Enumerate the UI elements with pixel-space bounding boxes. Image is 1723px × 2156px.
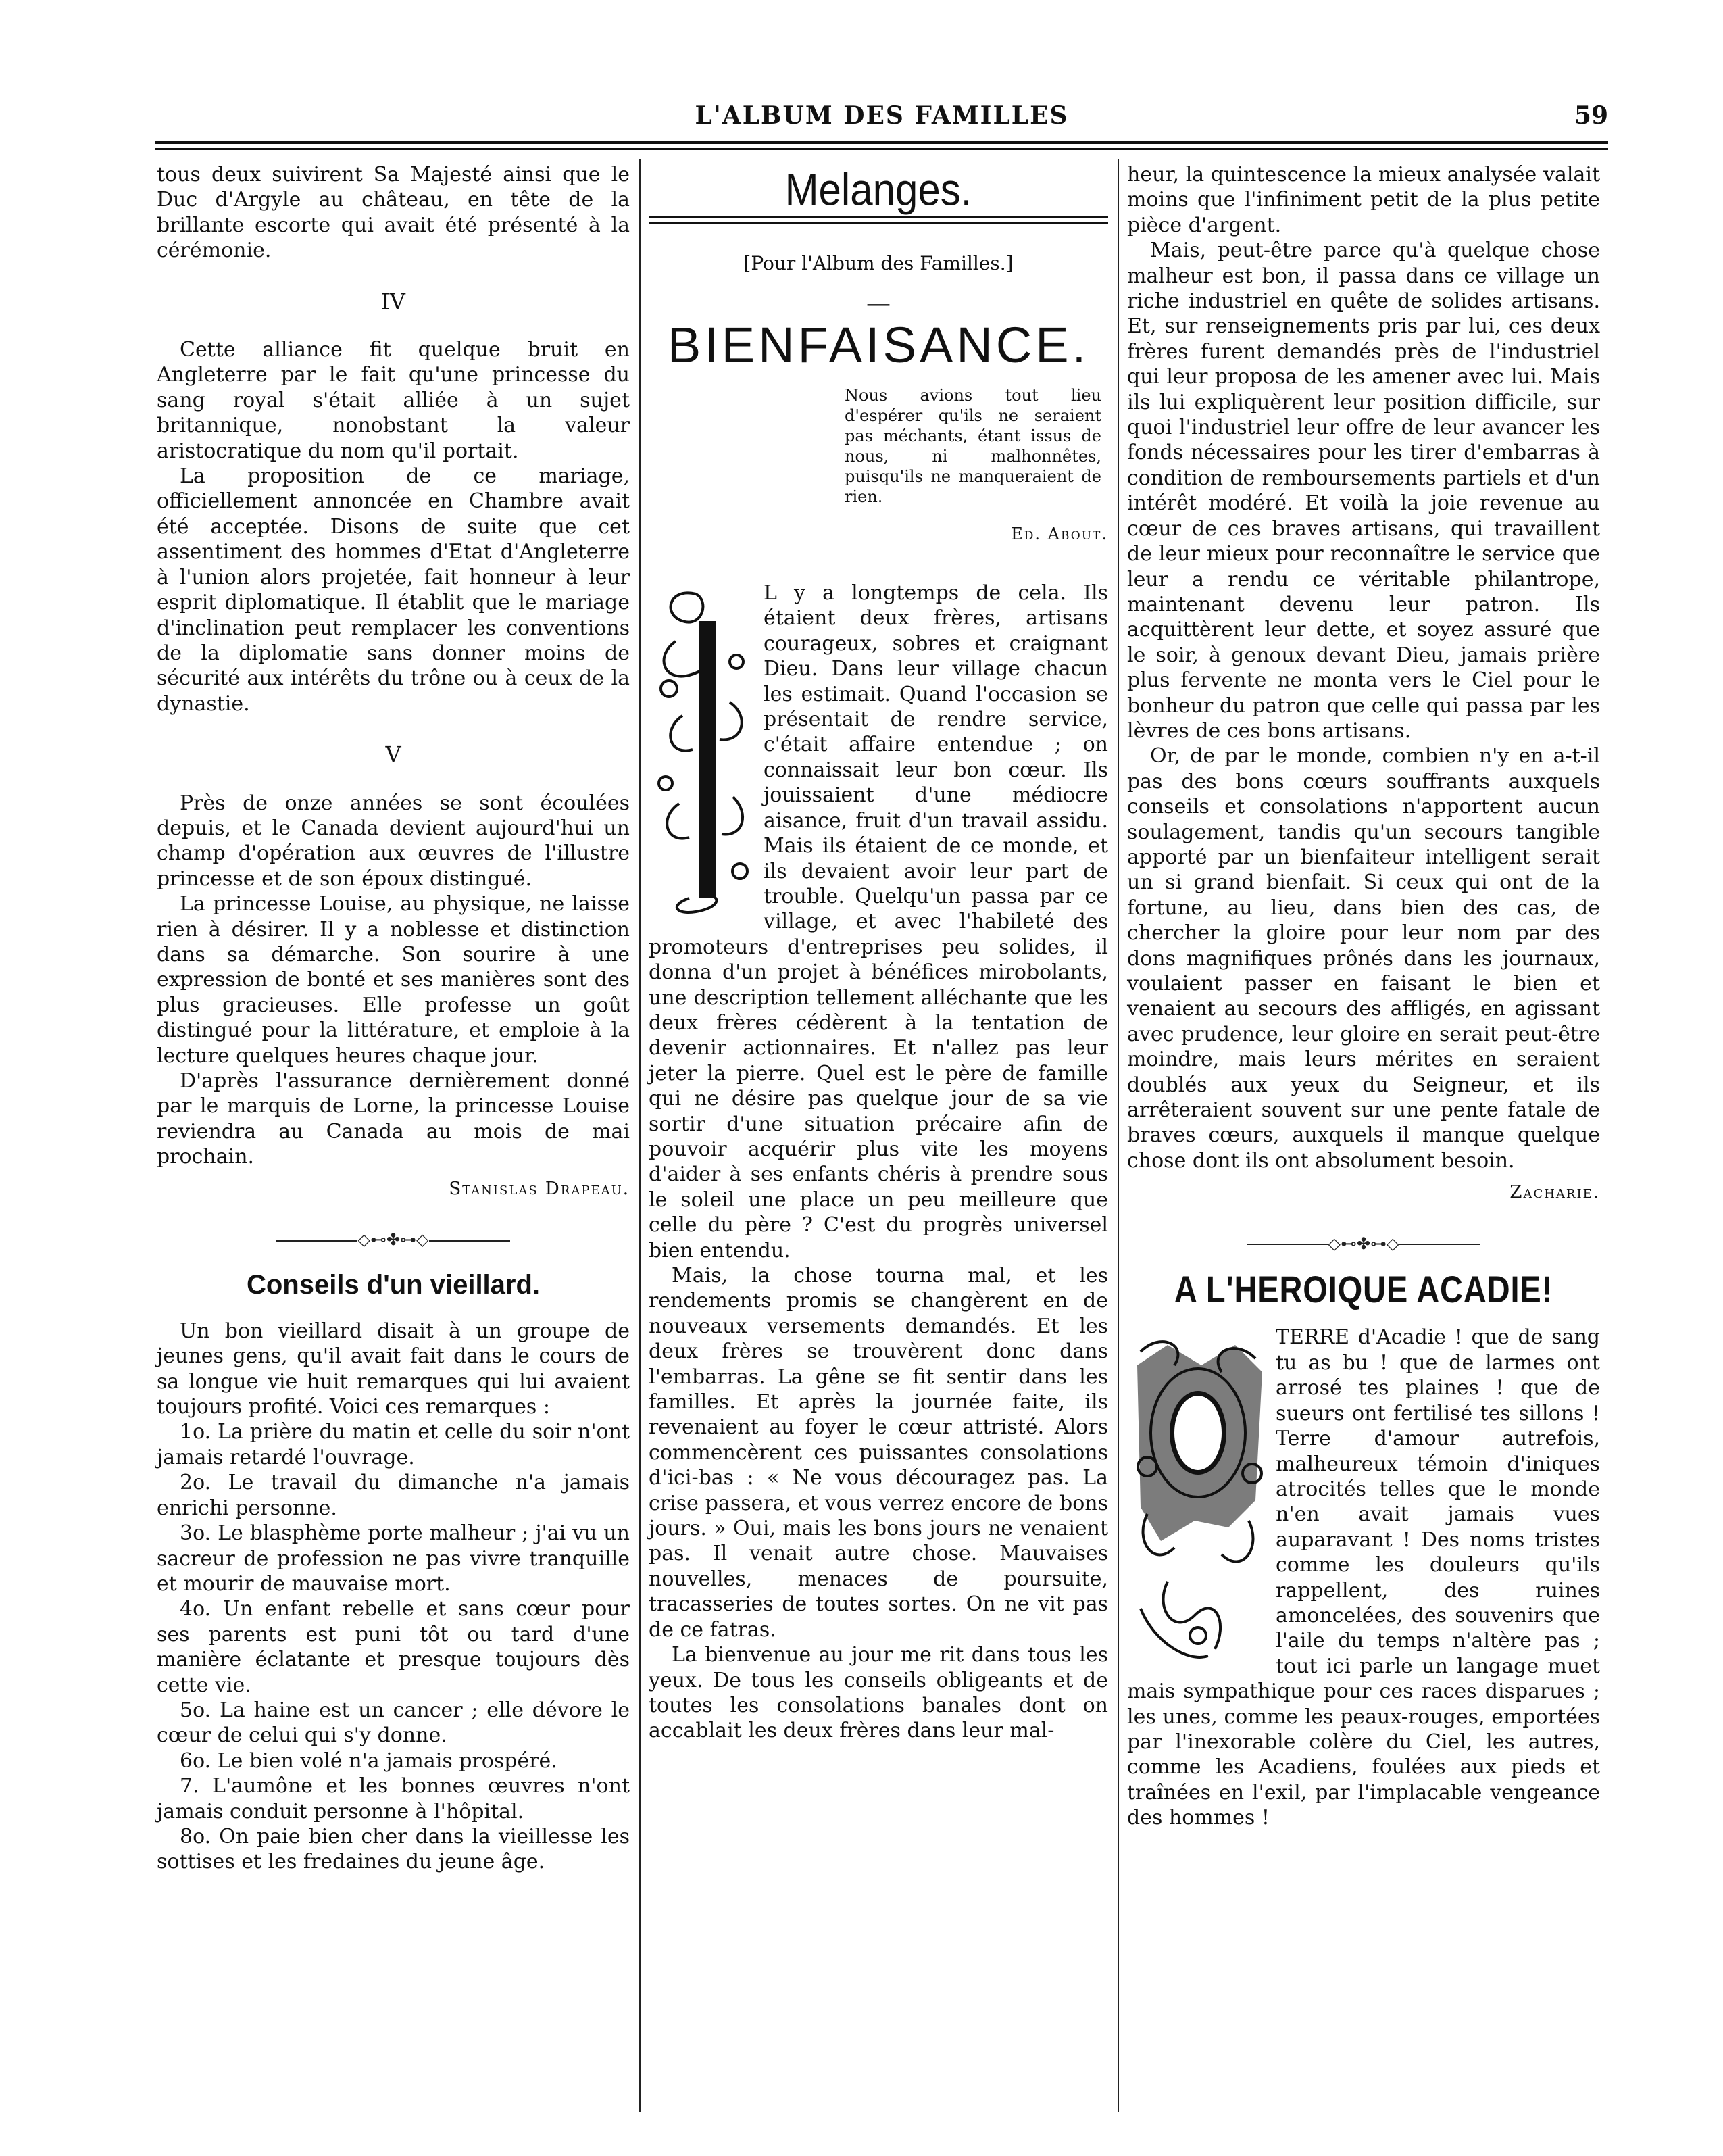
list-item: 3o. Le blasphème porte malheur ; j'ai vu un sacreur de profession ne pas vivre tranquille et mourir de mauvaise mort. bbox=[157, 1521, 630, 1596]
dash-separator: — bbox=[866, 289, 891, 318]
paragraph: Près de onze années se sont écoulées depuis, et le Canada devient aujourd'hui un champ d'opération aux œuvres de l'illustre princesse et de son époux distingué. bbox=[157, 791, 630, 891]
article-title: Conseils d'un vieillard. bbox=[246, 1270, 541, 1300]
author-signature: Zacharie. bbox=[1509, 1182, 1600, 1203]
header-rule bbox=[155, 141, 1608, 150]
epigraph-author: Ed. About. bbox=[1011, 524, 1108, 543]
epigraph: Nous avions tout lieu d'espérer qu'ils ne seraient pas méchants, étant issus de nous, ni malhonnêtes, puisqu'ils ne manqueraient de rien. bbox=[845, 385, 1101, 506]
page-header bbox=[155, 101, 1608, 135]
paragraph: D'après l'assurance dernièrement donné par le marquis de Lorne, la princesse Louise reviendra au Canada au mois de mai prochain. bbox=[157, 1069, 630, 1169]
page-number: 59 bbox=[1574, 101, 1608, 130]
column-left bbox=[157, 162, 630, 1875]
article-title: A L'HEROIQUE ACADIE! bbox=[1174, 1268, 1553, 1311]
title-rule bbox=[649, 216, 1108, 224]
column-middle bbox=[649, 162, 1108, 1744]
column-right bbox=[1127, 162, 1600, 1831]
list-item: 7. L'aumône et les bonnes œuvres n'ont jamais conduit personne à l'hôpital. bbox=[157, 1774, 630, 1823]
list-item: 2o. Le travail du dimanche n'a jamais enrichi personne. bbox=[157, 1471, 630, 1520]
paragraph: Or, de par le monde, combien n'y en a-t-il pas des bons cœurs souffrants auxquels conseils et consolations n'apportent aucun soulagement, tandis qu'un secours tangible apporté par un bienfaiteur intelligent serait un si grand bienfait. Si ceux qui ont de la fortune, au lieu, dans bien des cas, de chercher la gloire pour leur nom par des dons magnifiques prônés dans les journaux, voulaient passer en faisant le bien et venaient au secours des affligés, en agissant avec prudence, leur gloire en serait peut-être moindre, mais leurs mérites en seraient doublés aux yeux du Seigneur, et ils arrêteraient souvent sur une pente fatale de braves cœurs, auxquels il manque quelque chose dont ils ont absolument besoin. bbox=[1127, 744, 1600, 1173]
column-divider bbox=[639, 159, 641, 2112]
list-item: 6o. Le bien volé n'a jamais prospéré. bbox=[180, 1748, 557, 1773]
list-item: 4o. Un enfant rebelle et sans cœur pour ses parents est puni tôt ou tard d'une manière éclatante et presque toujours dès cette vie. bbox=[157, 1597, 630, 1697]
article-body bbox=[1127, 1325, 1600, 1830]
author-signature: Stanislas Drapeau. bbox=[449, 1178, 630, 1199]
article-source: [Pour l'Album des Familles.] bbox=[743, 252, 1014, 275]
list-item: 1o. La prière du matin et celle du soir n'ont jamais retardé l'ouvrage. bbox=[157, 1420, 630, 1469]
article-body bbox=[649, 581, 1108, 1263]
paragraph: La bienvenue au jour me rit dans tous les yeux. De tous les conseils obligeants et de toutes les consolations banales dont on accablait les deux frères dans leur mal- bbox=[649, 1643, 1108, 1743]
paragraph: Cette alliance fit quelque bruit en Angleterre par le fait qu'une princesse du sang royal s'était alliée à un sujet britannique, nonobstant la valeur aristocratique du nom qu'il portait. bbox=[157, 338, 630, 463]
paragraph: Mais, peut-être parce qu'à quelque chose malheur est bon, il passa dans ce village un riche industriel en quête de solides artisans. Et, sur renseignements pris par lui, ces deux frères furent demandés près de l'industriel qui leur proposa de les amener avec lui. Mais ils lui expliquèrent leur position difficile, sur quoi l'industriel leur offre de leur avancer les fonds nécessaires pour les tirer d'embarras à condition de remboursements partiels et d'un intérêt modéré. Et voilà la joie revenue au cœur de ces braves artisans, qui travaillent de leur mieux pour reconnaître le service que leur a rendu ce véritable philantrope, maintenant devenu leur patron. Ils acquittèrent leur dette, et soyez assuré que le soir, à genoux devant Dieu, jamais prière plus fervente ne monta vers le Ciel pour le bonheur du patron que celle qui passa par les lèvres de ces bons artisans. bbox=[1127, 239, 1600, 743]
list-item: 5o. La haine est un cancer ; elle dévore le cœur de celui qui s'y donne. bbox=[157, 1698, 630, 1748]
paragraph: L y a longtemps de cela. Ils étaient deux frères, artisans courageux, sobres et craignant Dieu. Dans leur village chacun les estimait. Quand l'occasion se présentait de rendre service, c'était affaire entendue ; on connaissait leur bon cœur. Ils jouissaient d'une médiocre aisance, fruit d'un travail assidu. Mais ils étaient de ce monde, et ils devaient avoir leur part de trouble. Quelqu'un passa par ce village, et avec l'habileté des promoteurs d'entreprises peu solides, il donna d'un projet à bénéfices mirobolants, une description tellement alléchante que les deux frères cédèrent à la tentation de devenir actionnaires. Et n'allez pas leur jeter la pierre. Quel est le père de famille qui ne désire pas quelque jour de sa vie sortir d'une situation précaire afin de pouvoir acquérir plus vite les moyens d'aider à ses enfants chéris à prendre sous le soleil une place un peu meilleure que celle du père ? C'est du progrès universel bien entendu. bbox=[649, 581, 1108, 1263]
article-title: BIENFAISANCE. bbox=[667, 317, 1090, 374]
section-title: Melanges. bbox=[784, 164, 972, 215]
paragraph: tous deux suivirent Sa Majesté ainsi que le Duc d'Argyle au château, en tête de la brillante escorte qui avait été présenté à la cérémonie. bbox=[157, 163, 630, 263]
paragraph: TERRE d'Acadie ! que de sang tu as bu ! que de larmes ont arrosé tes plaines ! que de sueurs ont fertilisé tes sillons ! Terre d'amour autrefois, malheureux témoin d'iniques atrocités telles que le monde n'en avait jamais vues auparavant ! Des noms tristes comme les douleurs qu'ils rappellent, des ruines amoncelées, des souvenirs que l'aile du temps n'altère pas ; tout ici parle un langage muet mais sympathique pour ces races disparues ; les unes, comme les peaux-rouges, emportées par l'inexorable colère du Ciel, les autres, comme les Acadiens, foulées aux pieds et traînées en l'exil, par l'implacable vengeance des hommes ! bbox=[1127, 1325, 1600, 1830]
list-item: 8o. On paie bien cher dans la vieillesse les sottises et les fredaines du jeune âge. bbox=[157, 1824, 630, 1874]
ornament-divider: ◇⊷✤⊶◇ bbox=[1127, 1231, 1600, 1256]
ornate-initial-o-icon bbox=[1127, 1325, 1269, 1666]
journal-title: L'ALBUM DES FAMILLES bbox=[695, 101, 1069, 130]
paragraph: La proposition de ce mariage, officiellement annoncée en Chambre avait été acceptée. Disons de suite que cet assentiment des hommes d'Etat d'Angleterre à l'union alors projetée, fait honneur à leur esprit diplomatique. Il établit que le mariage d'inclination peut remplacer les conventions de la diplomatie sans donner moins de sécurité aux intérêts du trône ou à ceux de la dynastie. bbox=[157, 464, 630, 716]
column-divider bbox=[1118, 159, 1119, 2112]
section-number: V bbox=[385, 741, 401, 768]
paragraph: heur, la quintescence la mieux analysée valait moins que l'infiniment petit de la plus petite pièce d'argent. bbox=[1127, 163, 1600, 237]
paragraph: Un bon vieillard disait à un groupe de jeunes gens, qu'il avait fait dans le cours de sa longue vie huit remarques qui lui avaient toujours profité. Voici ces remarques : bbox=[157, 1319, 630, 1419]
ornate-initial-i-icon bbox=[649, 581, 755, 918]
ornament-divider: ◇⊷✤⊶◇ bbox=[157, 1227, 630, 1252]
paragraph: Mais, la chose tourna mal, et les rendements promis se changèrent en de nouveaux versements demandés. Et les deux frères se trouvèrent donc dans l'embarras. La gêne se fit sentir dans les familles. Et après la journée faite, ils revenaient au foyer le cœur attristé. Alors commencèrent ces puissantes consolations d'ici-bas : « Ne vous découragez pas. La crise passera, et vous verrez encore de bons jours. » Oui, mais les bons jours ne venaient pas. Il venait autre chose. Mauvaises nouvelles, menaces de poursuite, tracasseries de toutes sortes. On ne vit pas de ce fatras. bbox=[649, 1264, 1108, 1642]
paragraph: La princesse Louise, au physique, ne laisse rien à désirer. Il y a noblesse et distinction dans sa démarche. Son sourire à une expression de bonté et ses manières sont des plus gracieuses. Elle professe un goût distingué pour la littérature, et emploie à la lecture quelques heures chaque jour. bbox=[157, 892, 630, 1068]
section-number: IV bbox=[381, 288, 405, 314]
